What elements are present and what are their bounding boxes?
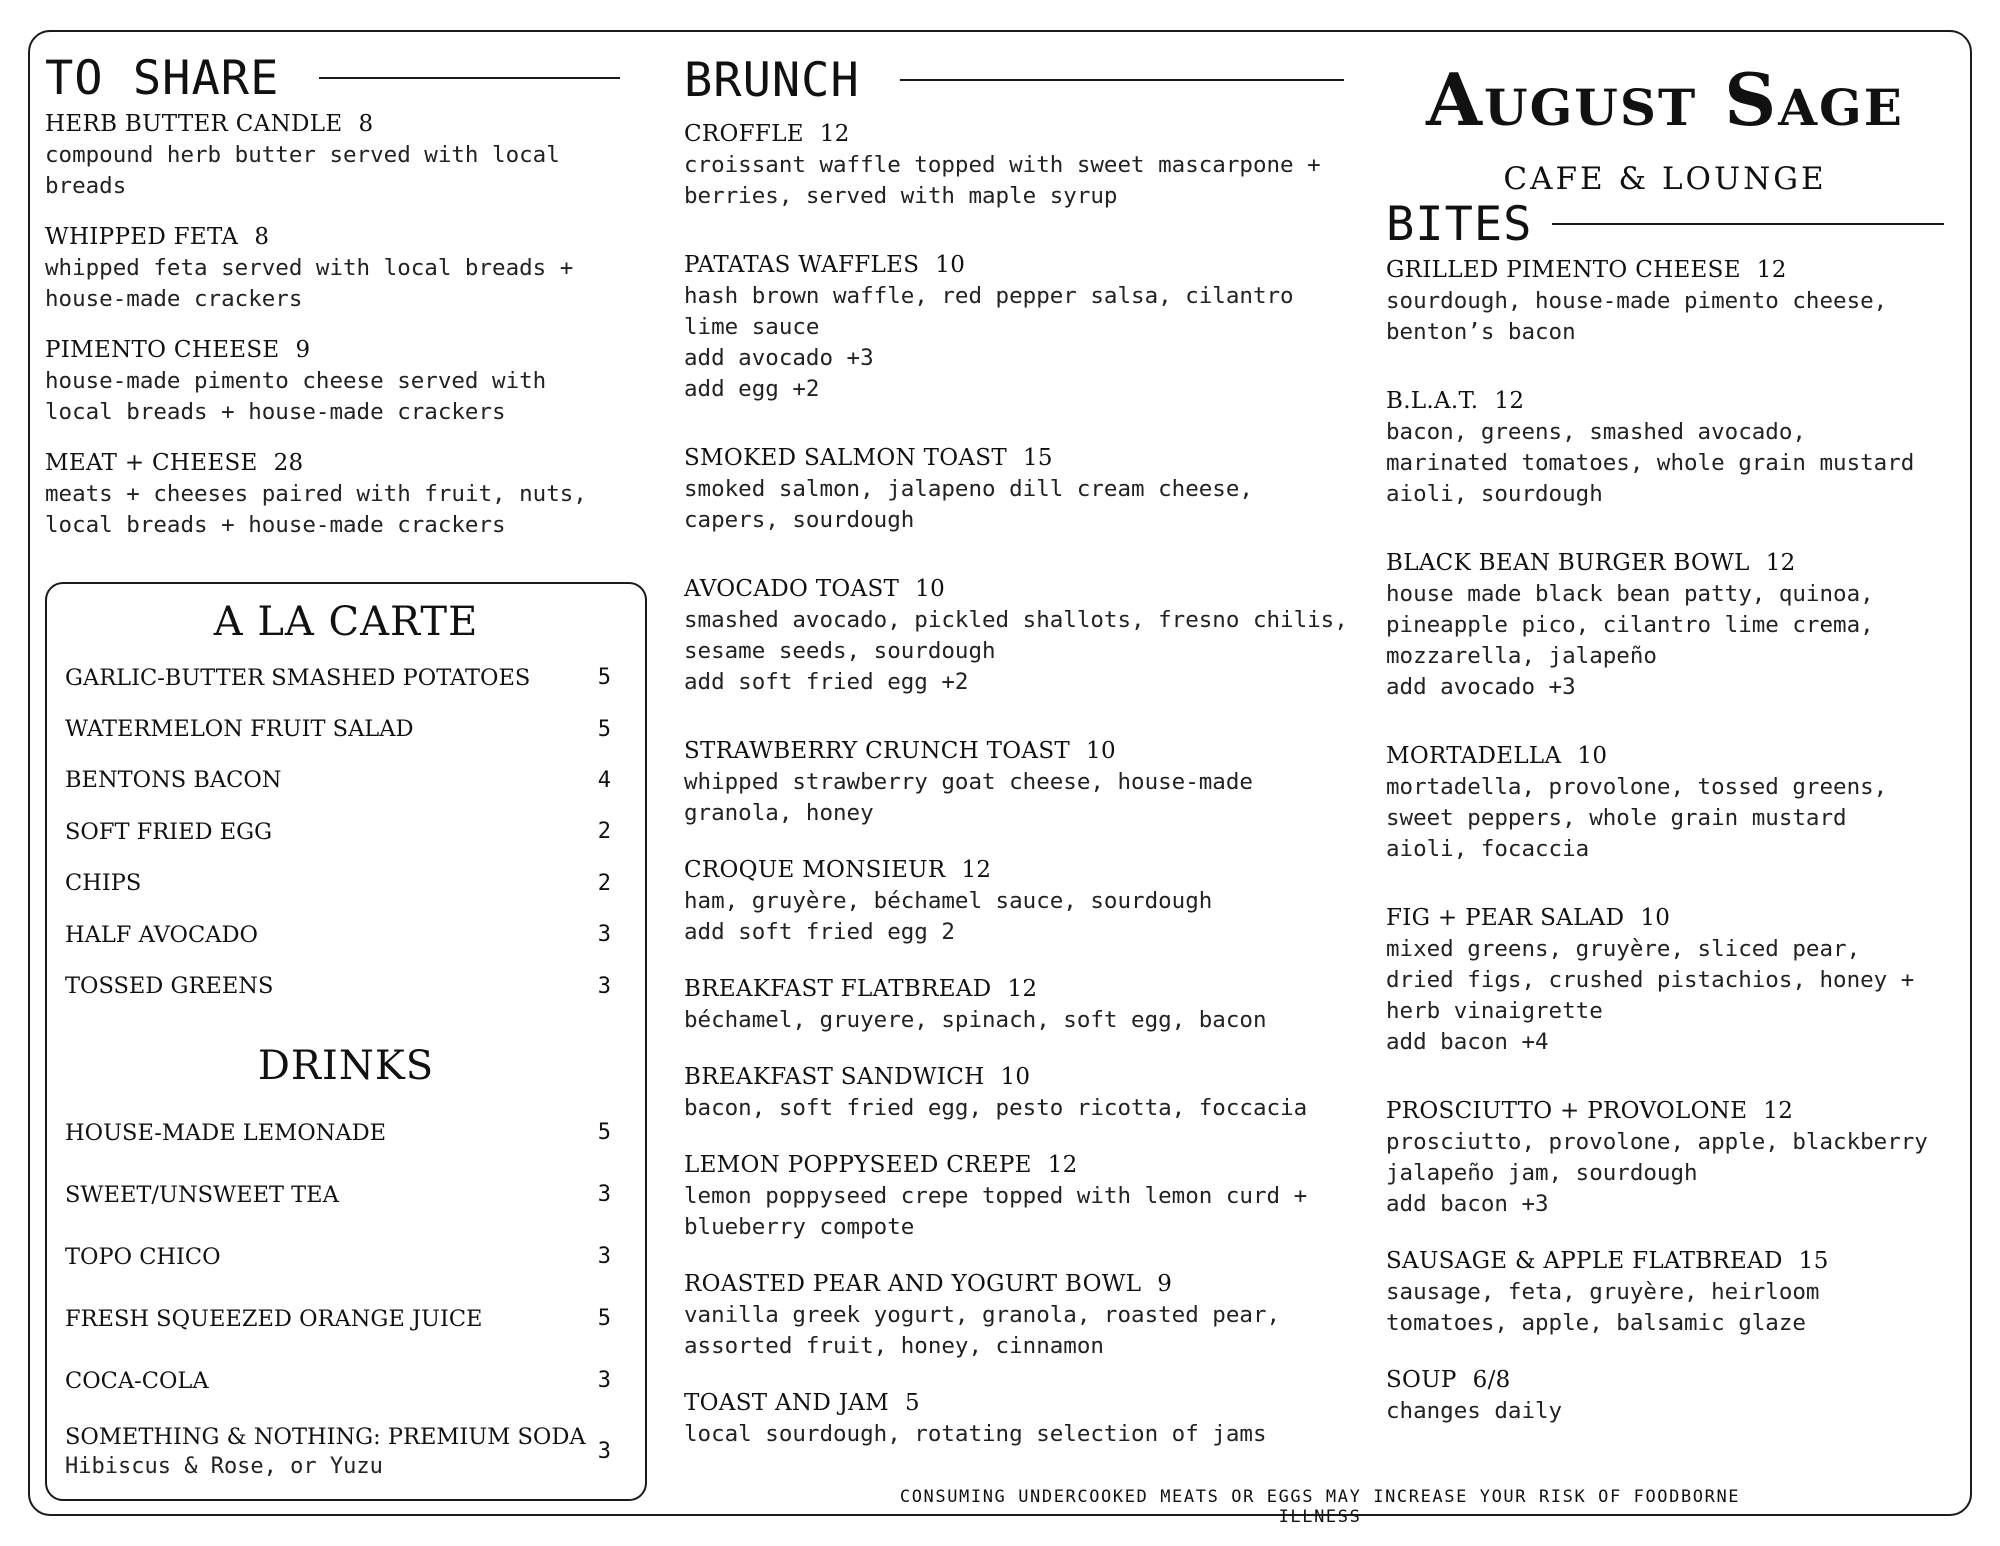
item-name [1386, 1364, 1944, 1396]
item-name [684, 1387, 1344, 1419]
item-description: whipped strawberry goat cheese, house-made [684, 769, 1253, 795]
item-description: local breads + house-made crackers [45, 399, 506, 425]
a-la-carte-price: 5 [597, 665, 611, 691]
menu-item [45, 334, 620, 428]
menu-item [684, 1149, 1344, 1243]
menu-item [1386, 1245, 1944, 1339]
item-price: 12 [1007, 976, 1038, 1002]
menu-item [684, 442, 1344, 536]
item-name [684, 118, 1344, 150]
menu-item [45, 221, 620, 315]
item-description: smoked salmon, jalapeno dill cream cheese, [684, 476, 1253, 502]
item-name [45, 108, 620, 140]
drink-label [65, 1306, 482, 1332]
item-description: hash brown waffle, red pepper salsa, cilantro [684, 283, 1294, 309]
item-description: dried figs, crushed pistachios, honey + [1386, 967, 1915, 993]
bites-title: BITES [1386, 196, 1533, 252]
item-price: 12 [1494, 388, 1525, 414]
item-description: lemon poppyseed crepe topped with lemon curd + [684, 1183, 1308, 1209]
menu-item [1386, 740, 1944, 865]
brunch-title: BRUNCH [684, 52, 860, 108]
item-name [684, 854, 1344, 886]
item-description: sausage, feta, gruyère, heirloom [1386, 1279, 1820, 1305]
drink-price: 5 [597, 1306, 611, 1332]
item-price: 10 [1086, 738, 1116, 764]
drink-item [47, 1350, 645, 1412]
drink-label [65, 1368, 209, 1394]
item-price: 28 [273, 450, 304, 476]
item-price: 10 [915, 576, 946, 602]
item-title: TOAST AND JAM [684, 1390, 889, 1416]
item-title: PATATAS WAFFLES [684, 252, 920, 278]
a-la-carte-item [47, 755, 645, 806]
menu-item [684, 1061, 1344, 1124]
a-la-carte-price: 2 [597, 819, 611, 845]
drink-name: FRESH SQUEEZED ORANGE JUICE [65, 1305, 483, 1332]
item-name [45, 334, 620, 366]
a-la-carte-price: 5 [597, 716, 611, 742]
item-description: bacon, soft fried egg, pesto ricotta, foccacia [684, 1095, 1308, 1121]
item-description: bacon, greens, smashed avocado, [1386, 419, 1806, 445]
drink-label [65, 1182, 339, 1208]
item-description: assorted fruit, honey, cinnamon [684, 1333, 1104, 1359]
item-price: 12 [1763, 1098, 1794, 1124]
drink-item [47, 1102, 645, 1164]
item-description: local sourdough, rotating selection of jams [684, 1421, 1267, 1447]
item-name [684, 249, 1344, 281]
item-name [1386, 902, 1944, 934]
menu-item [45, 447, 620, 541]
item-title: B.L.A.T. [1386, 388, 1479, 414]
item-price: 12 [1047, 1152, 1078, 1178]
item-price: 8 [358, 111, 374, 137]
brand-logo: August Sage [1426, 57, 1904, 142]
menu-item [45, 108, 620, 202]
item-price: 10 [1577, 743, 1608, 769]
item-title: MEAT + CHEESE [45, 450, 258, 476]
item-name [684, 735, 1344, 767]
drink-name: TOPO CHICO [65, 1243, 221, 1270]
item-description: local breads + house-made crackers [45, 512, 506, 538]
item-description: benton’s bacon [1386, 319, 1576, 345]
a-la-carte-name: BENTONS BACON [65, 767, 282, 794]
item-name [1386, 385, 1944, 417]
item-title: BREAKFAST SANDWICH [684, 1064, 985, 1090]
drink-item [47, 1226, 645, 1288]
bites-section [1386, 50, 1944, 1427]
menu-item [684, 118, 1344, 212]
item-description: house made black bean patty, quinoa, [1386, 581, 1874, 607]
drink-name: SOMETHING & NOTHING: PREMIUM SODA [65, 1424, 586, 1451]
drink-name: HOUSE-MADE LEMONADE [65, 1119, 387, 1146]
item-description: whipped feta served with local breads + [45, 255, 574, 281]
item-price: 15 [1022, 445, 1053, 471]
item-description: house-made pimento cheese served with [45, 368, 547, 394]
item-title: SMOKED SALMON TOAST [684, 445, 1007, 471]
item-name [684, 573, 1344, 605]
item-price: 15 [1798, 1248, 1829, 1274]
drink-price: 3 [597, 1244, 611, 1270]
item-description: sourdough, house-made pimento cheese, [1386, 288, 1888, 314]
a-la-carte-name: GARLIC-BUTTER SMASHED POTATOES [65, 664, 531, 691]
a-la-carte-price: 4 [597, 767, 611, 793]
item-description: add soft fried egg 2 [684, 919, 955, 945]
drink-price: 3 [597, 1182, 611, 1208]
item-name [684, 1268, 1344, 1300]
item-title: BLACK BEAN BURGER BOWL [1386, 550, 1750, 576]
item-description: aioli, focaccia [1386, 836, 1590, 862]
item-description: mozzarella, jalapeño [1386, 643, 1657, 669]
to-share-title: TO SHARE [45, 50, 280, 106]
a-la-carte-item [47, 909, 645, 960]
menu-item [684, 854, 1344, 948]
drink-name: SWEET/UNSWEET TEA [65, 1181, 339, 1208]
item-title: GRILLED PIMENTO CHEESE [1386, 257, 1741, 283]
item-price: 9 [295, 337, 311, 363]
item-title: AVOCADO TOAST [684, 576, 900, 602]
a-la-carte-name: SOFT FRIED EGG [65, 818, 273, 845]
menu-item [684, 249, 1344, 405]
item-description: tomatoes, apple, balsamic glaze [1386, 1310, 1806, 1336]
item-price: 9 [1157, 1271, 1173, 1297]
menu-item [1386, 1095, 1944, 1220]
item-description: herb vinaigrette [1386, 998, 1603, 1024]
item-description: add soft fried egg +2 [684, 669, 969, 695]
drink-label [65, 1424, 586, 1479]
item-title: PIMENTO CHEESE [45, 337, 280, 363]
item-description: sweet peppers, whole grain mustard [1386, 805, 1847, 831]
item-description: berries, served with maple syrup [684, 183, 1118, 209]
menu-item [684, 1268, 1344, 1362]
item-description: compound herb butter served with local [45, 142, 560, 168]
item-name [684, 1149, 1344, 1181]
item-description: lime sauce [684, 314, 820, 340]
item-title: WHIPPED FETA [45, 224, 239, 250]
to-share-header [45, 48, 620, 108]
item-description: mortadella, provolone, tossed greens, [1386, 774, 1888, 800]
brunch-list [684, 118, 1348, 1450]
item-title: SAUSAGE & APPLE FLATBREAD [1386, 1248, 1783, 1274]
item-title: LEMON POPPYSEED CREPE [684, 1152, 1032, 1178]
item-name [45, 447, 620, 479]
section-rule [319, 77, 620, 80]
item-title: FIG + PEAR SALAD [1386, 905, 1625, 931]
item-description: blueberry compote [684, 1214, 915, 1240]
drink-label [65, 1120, 386, 1146]
a-la-carte-item [47, 652, 645, 703]
a-la-carte-name: HALF AVOCADO [65, 921, 258, 948]
item-name [684, 973, 1344, 1005]
item-description: sesame seeds, sourdough [684, 638, 996, 664]
item-description: pineapple pico, cilantro lime crema, [1386, 612, 1874, 638]
item-description: meats + cheeses paired with fruit, nuts, [45, 481, 587, 507]
item-description: smashed avocado, pickled shallots, fresno chilis, [684, 607, 1348, 633]
menu-item [684, 573, 1348, 698]
item-title: STRAWBERRY CRUNCH TOAST [684, 738, 1071, 764]
a-la-carte-price: 2 [597, 870, 611, 896]
a-la-carte-name: TOSSED GREENS [65, 973, 274, 1000]
item-description: house-made crackers [45, 286, 303, 312]
bites-list [1386, 254, 1944, 1427]
brunch-header [684, 50, 1344, 110]
a-la-carte-item [47, 960, 645, 1011]
item-name [1386, 547, 1944, 579]
a-la-carte-price: 3 [597, 922, 611, 948]
drinks-list [47, 1102, 645, 1492]
item-description: add bacon +4 [1386, 1029, 1549, 1055]
item-price: 10 [1000, 1064, 1031, 1090]
item-description: granola, honey [684, 800, 874, 826]
item-title: PROSCIUTTO + PROVOLONE [1386, 1098, 1748, 1124]
item-price: 6/8 [1472, 1367, 1511, 1393]
item-price: 8 [254, 224, 270, 250]
item-title: CROQUE MONSIEUR [684, 857, 946, 883]
item-description: add bacon +3 [1386, 1191, 1549, 1217]
item-price: 12 [1765, 550, 1796, 576]
item-title: ROASTED PEAR AND YOGURT BOWL [684, 1271, 1142, 1297]
item-name [1386, 1095, 1944, 1127]
item-description: mixed greens, gruyère, sliced pear, [1386, 936, 1861, 962]
brand-tagline: CAFE & LOUNGE [1503, 161, 1827, 197]
menu-item [1386, 254, 1944, 348]
a-la-carte-name: WATERMELON FRUIT SALAD [65, 716, 414, 743]
drinks-title: DRINKS [257, 1042, 435, 1089]
item-name [684, 1061, 1344, 1093]
item-description: add avocado +3 [1386, 674, 1576, 700]
item-description: prosciutto, provolone, apple, blackberry [1386, 1129, 1928, 1155]
a-la-carte-item [47, 703, 645, 754]
item-price: 12 [1756, 257, 1787, 283]
item-description: changes daily [1386, 1398, 1563, 1424]
item-description: ham, gruyère, béchamel sauce, sourdough [684, 888, 1213, 914]
item-price: 12 [961, 857, 992, 883]
drink-name: COCA-COLA [65, 1367, 209, 1394]
item-name [684, 442, 1344, 474]
item-description: aioli, sourdough [1386, 481, 1603, 507]
menu-item [1386, 547, 1944, 703]
item-description: add egg +2 [684, 376, 820, 402]
a-la-carte-item [47, 858, 645, 909]
item-name [1386, 740, 1944, 772]
item-name [1386, 254, 1944, 286]
a-la-carte-price: 3 [597, 973, 611, 999]
item-price: 12 [819, 121, 850, 147]
menu-item [684, 1387, 1344, 1450]
menu-item [684, 735, 1344, 829]
a-la-carte-list [47, 652, 645, 1012]
item-name [1386, 1245, 1944, 1277]
menu-item [684, 973, 1344, 1036]
item-description: breads [45, 173, 127, 199]
item-description: add avocado +3 [684, 345, 874, 371]
sides-drinks-box [45, 582, 647, 1501]
a-la-carte-title: A LA CARTE [213, 599, 479, 645]
to-share-list [45, 108, 620, 541]
a-la-carte-name: CHIPS [65, 870, 142, 897]
item-title: BREAKFAST FLATBREAD [684, 976, 992, 1002]
menu-item [1386, 385, 1944, 510]
menu-item [1386, 1364, 1944, 1427]
item-description: vanilla greek yogurt, granola, roasted pear, [684, 1302, 1281, 1328]
drink-option: Hibiscus & Rose, or Yuzu [65, 1454, 383, 1480]
to-share-section [45, 48, 620, 541]
drink-price: 3 [597, 1368, 611, 1394]
item-price: 10 [935, 252, 966, 278]
item-title: SOUP [1386, 1367, 1457, 1393]
drink-price: 3 [597, 1439, 611, 1465]
food-safety-notice: CONSUMING UNDERCOOKED MEATS OR EGGS MAY INCREASE YOUR RISK OF FOODBORNE ILLNESS [899, 1487, 1741, 1527]
drink-label [65, 1244, 221, 1270]
section-rule [1552, 223, 1944, 226]
item-name [45, 221, 620, 253]
item-description: marinated tomatoes, whole grain mustard [1386, 450, 1915, 476]
drink-price: 5 [597, 1120, 611, 1146]
brunch-section [684, 50, 1348, 1450]
item-price: 10 [1640, 905, 1671, 931]
item-description: capers, sourdough [684, 507, 915, 533]
menu-item [1386, 902, 1944, 1058]
drink-item [47, 1412, 645, 1492]
item-title: HERB BUTTER CANDLE [45, 111, 343, 137]
item-title: MORTADELLA [1386, 743, 1562, 769]
item-title: CROFFLE [684, 121, 804, 147]
item-description: croissant waffle topped with sweet mascarpone + [684, 152, 1321, 178]
a-la-carte-item [47, 806, 645, 857]
drink-item [47, 1164, 645, 1226]
item-description: béchamel, gruyere, spinach, soft egg, bacon [684, 1007, 1267, 1033]
drink-item [47, 1288, 645, 1350]
item-description: jalapeño jam, sourdough [1386, 1160, 1698, 1186]
item-price: 5 [904, 1390, 920, 1416]
section-rule [900, 79, 1344, 82]
